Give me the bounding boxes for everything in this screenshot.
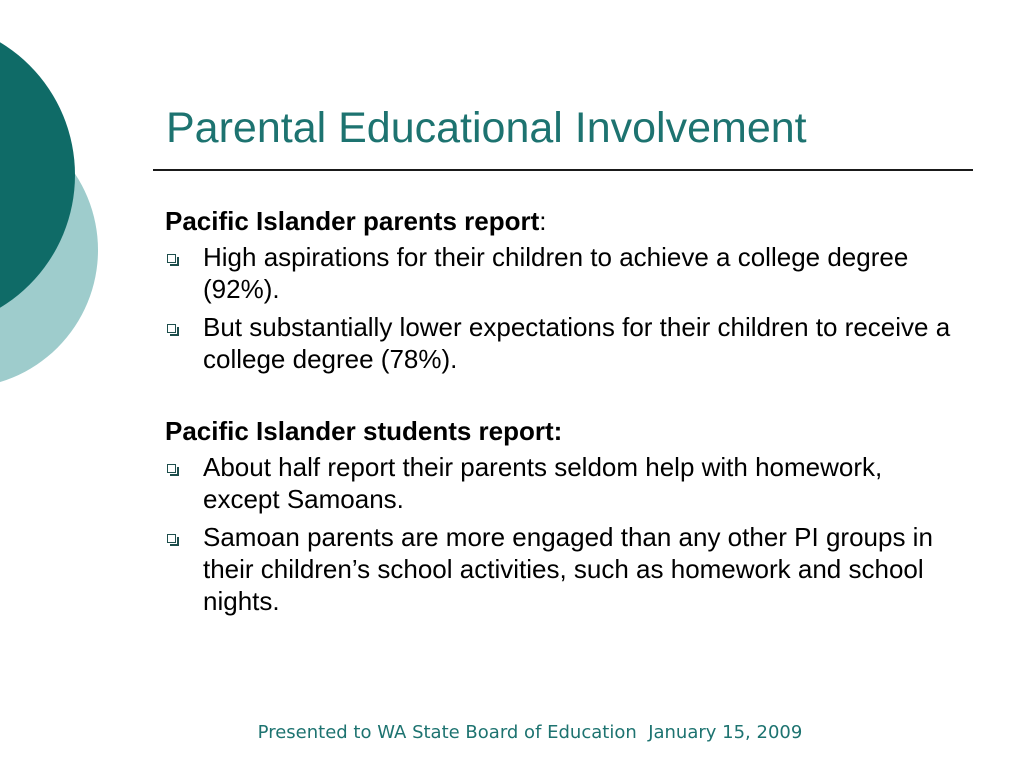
checkbox-bullet-icon <box>167 254 176 263</box>
list-item <box>165 451 955 515</box>
bullet-text: High aspirations for their children to achieve a college degree (92%). <box>203 242 909 304</box>
section-heading-students <box>165 415 955 447</box>
bullet-text: About half report their parents seldom help with homework, except Samoans. <box>203 452 883 514</box>
checkbox-bullet-icon <box>167 464 176 473</box>
section-spacer <box>165 381 955 415</box>
checkbox-bullet-icon <box>167 324 176 333</box>
title-divider <box>153 169 973 171</box>
section-heading-parents <box>165 205 955 237</box>
list-item <box>165 311 955 375</box>
slide-content <box>165 205 955 623</box>
slide-footer: Presented to WA State Board of Education January 15, 2009 <box>257 722 803 743</box>
decorative-circles <box>0 0 110 420</box>
heading-colon: : <box>539 206 547 236</box>
bullet-text: But substantially lower expectations for their children to receive a college degree (78%). <box>203 312 951 374</box>
bullet-list-parents <box>165 241 955 375</box>
heading-text: Pacific Islander parents report <box>165 206 540 236</box>
slide-title: Parental Educational Involvement <box>166 104 807 152</box>
bullet-text: Samoan parents are more engaged than any other PI groups in their children’s school activities, such as homework and school nights. <box>203 522 933 616</box>
list-item <box>165 241 955 305</box>
checkbox-bullet-icon <box>167 534 176 543</box>
heading-text: Pacific Islander students report: <box>165 416 563 446</box>
list-item <box>165 521 955 617</box>
bullet-list-students <box>165 451 955 617</box>
